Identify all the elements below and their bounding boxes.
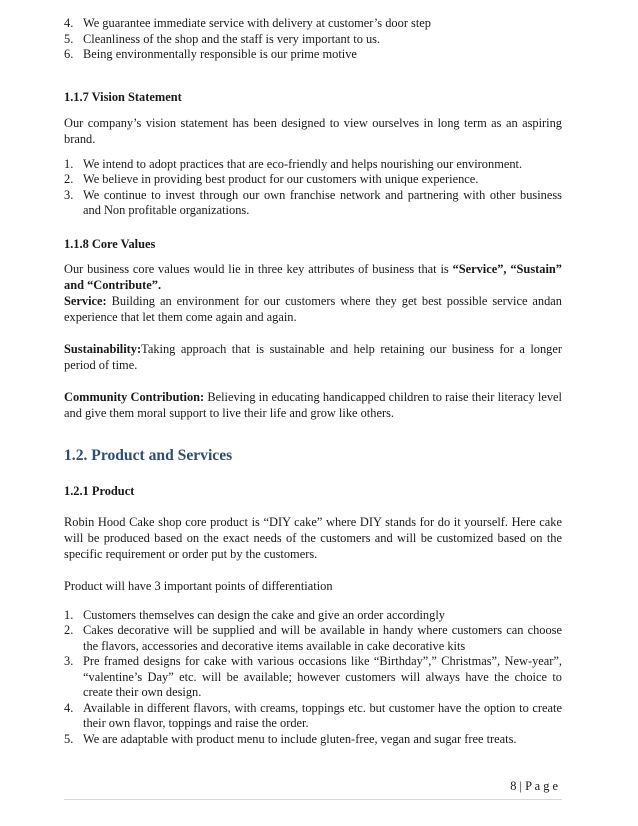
vision-heading: 1.1.7 Vision Statement	[64, 89, 182, 104]
community-label: Community Contribution:	[64, 389, 205, 404]
list-item: 2. Cakes decorative will be supplied and will be available in handy where customers can choose the flavors, accessories and decorative items available in cake decorative kits	[64, 623, 562, 653]
list-item: 5. Cleanliness of the shop and the staff is very important to us.	[64, 31, 381, 46]
core-values-heading: 1.1.8 Core Values	[64, 236, 156, 251]
list-item: 4. Available in different flavors, with creams, toppings etc. but customer have the option to create their own flavor, toppings and raise the order.	[64, 700, 562, 730]
product-intro: Robin Hood Cake shop core product is “DIY cake” where DIY stands for do it yourself. Here cake will be produced based on the exact needs of the customers and will be customized based on the specific requirement or order put by the customers.	[64, 514, 562, 561]
vision-intro: Our company’s vision statement has been designed to view ourselves in long term as an aspiring brand.	[64, 115, 562, 146]
vision-list	[64, 157, 562, 219]
core-values-intro: Our business core values would lie in three key attributes of business that is “Service”, “Sustain” and “Contribute”. Service: Building an environment for our customers where they get best possible service andan experience that let them come again and again.	[64, 261, 562, 324]
section-heading: 1.2. Product and Services	[64, 446, 233, 464]
page-number: 8 | P a g e	[510, 779, 558, 793]
footer-divider	[64, 799, 562, 800]
community-paragraph: Community Contribution: Believing in educating handicapped children to raise their literacy level and give them moral support to live their life and grow like others.	[64, 389, 562, 420]
list-item: 3. We continue to invest through our own franchise network and partnering with other business and Non profitable organizations.	[64, 187, 562, 217]
product-list	[64, 608, 562, 748]
list-item: 6. Being environmentally responsible is our prime motive	[64, 47, 357, 61]
list-item: 2. We believe in providing best product for our customers with unique experience.	[64, 172, 479, 186]
differentiation-intro: Product will have 3 important points of differentiation	[64, 578, 333, 593]
list-item: 1. We intend to adopt practices that are eco-friendly and helps nourishing our environment.	[64, 156, 523, 171]
list-item: 1. Customers themselves can design the cake and give an order accordingly	[64, 607, 445, 622]
list-item: 4. We guarantee immediate service with delivery at customer’s door step	[64, 16, 431, 30]
page-content	[64, 16, 562, 747]
sustainability-label: Sustainability:	[64, 341, 142, 356]
service-label: Service:	[64, 293, 107, 308]
sustainability-paragraph: Sustainability:Taking approach that is sustainable and help retaining our business for a longer period of time.	[64, 341, 562, 372]
product-heading: 1.2.1 Product	[64, 483, 135, 498]
list-item: 3. Pre framed designs for cake with various occasions like “Birthday”,” Christmas”, New-year”, “valentine’s Day” etc. will be available; however customers will always have the choice to create their own design.	[64, 654, 562, 699]
top-list	[64, 16, 562, 63]
list-item: 5. We are adaptable with product menu to include gluten-free, vegan and sugar free treats.	[64, 731, 517, 746]
